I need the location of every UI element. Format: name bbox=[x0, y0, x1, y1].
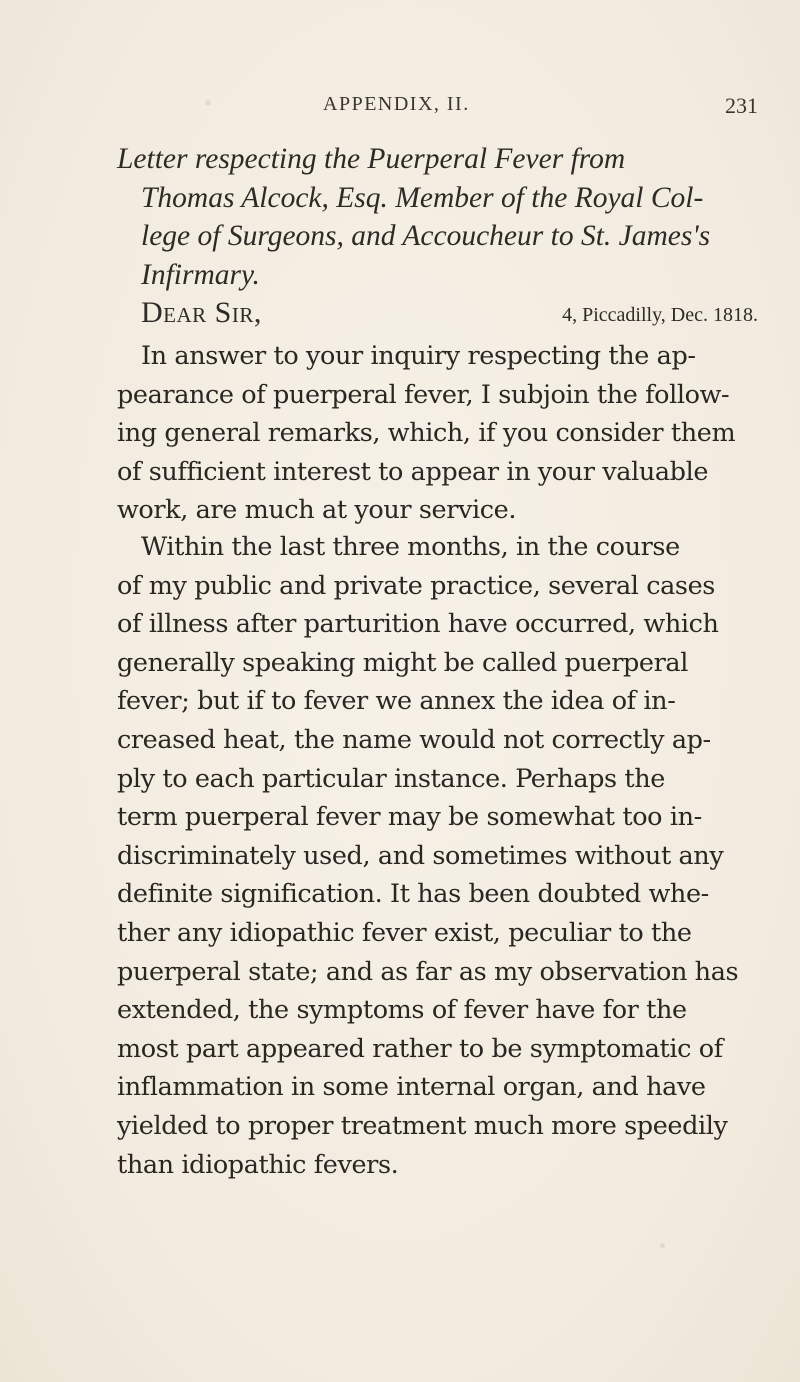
paragraph-line: generally speaking might be called puerperal bbox=[117, 647, 688, 678]
heading-line: Letter respecting the Puerperal Fever from bbox=[117, 143, 626, 175]
heading-line: Thomas Alcock, Esq. Member of the Royal Col- bbox=[141, 181, 704, 214]
paragraph-line: of sufficient interest to appear in your valuable bbox=[117, 456, 709, 487]
paragraph-line: of illness after parturition have occurred, which bbox=[117, 609, 719, 640]
paragraph-line: most part appeared rather to be symptomatic of bbox=[117, 1033, 723, 1064]
paragraph-line: creased heat, the name would not correctly ap- bbox=[117, 724, 711, 755]
heading-line: lege of Surgeons, and Accoucheur to St. James's bbox=[141, 220, 711, 252]
paragraph-line: definite signification. It has been doubted whe- bbox=[117, 879, 709, 910]
paragraph-line: ply to each particular instance. Perhaps the bbox=[117, 763, 665, 794]
running-head bbox=[118, 93, 758, 121]
paragraph-line: In answer to your inquiry respecting the ap- bbox=[141, 341, 696, 371]
salutation: Dear Sir, bbox=[141, 296, 262, 329]
paragraph-1 bbox=[117, 337, 757, 530]
letter-heading bbox=[117, 140, 757, 294]
paragraph-line: term puerperal fever may be somewhat too in- bbox=[117, 802, 702, 833]
salutation-row bbox=[141, 296, 761, 336]
paragraph-line: extended, the symptoms of fever have for the bbox=[117, 995, 687, 1026]
paragraph-line: ther any idiopathic fever exist, peculiar to the bbox=[117, 917, 692, 948]
paragraph-line: inflammation in some internal organ, and have bbox=[117, 1072, 706, 1103]
paragraph-2 bbox=[117, 528, 757, 1184]
paper-foxing-spot bbox=[660, 1243, 665, 1248]
address-date: 4, Piccadilly, Dec. 1818. bbox=[562, 304, 758, 326]
paragraph-line: discriminately used, and sometimes without any bbox=[117, 840, 724, 871]
paragraph-line: work, are much at your service. bbox=[117, 495, 517, 526]
paragraph-line: Within the last three months, in the course bbox=[141, 532, 680, 562]
paragraph-line: than idiopathic fevers. bbox=[117, 1149, 399, 1180]
paragraph-line: pearance of puerperal fever, I subjoin the follow- bbox=[117, 379, 730, 410]
paragraph-line: yielded to proper treatment much more speedily bbox=[117, 1110, 728, 1141]
paragraph-line: fever; but if to fever we annex the idea of in- bbox=[117, 686, 676, 717]
running-head-title: APPENDIX, II. bbox=[323, 93, 470, 115]
paragraph-line: ing general remarks, which, if you consider them bbox=[117, 418, 736, 449]
paragraph-line: puerperal state; and as far as my observation has bbox=[117, 956, 739, 987]
paragraph-line: of my public and private practice, several cases bbox=[117, 570, 715, 601]
page-number: 231 bbox=[725, 93, 758, 118]
heading-line: Infirmary. bbox=[141, 258, 260, 291]
